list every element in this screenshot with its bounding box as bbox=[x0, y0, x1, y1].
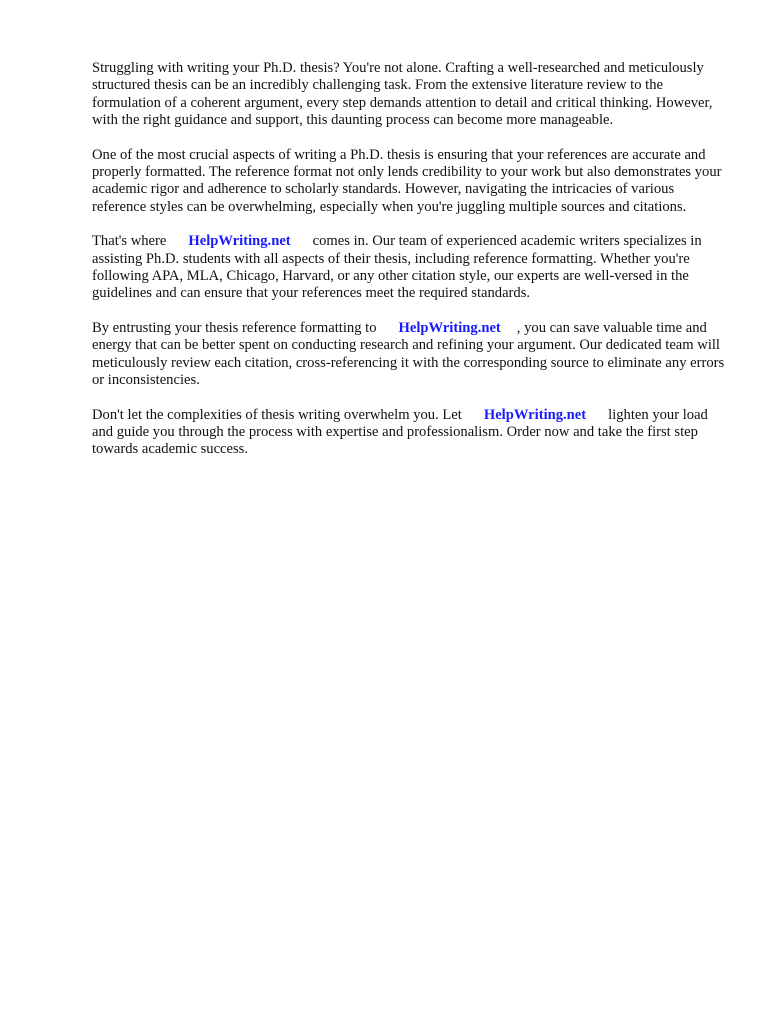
paragraph-text-before: That's where bbox=[92, 233, 167, 250]
paragraph-text-before: By entrusting your thesis reference formatting to bbox=[92, 319, 377, 336]
helpwriting-link[interactable]: HelpWriting.net bbox=[398, 319, 501, 336]
paragraph-service-intro bbox=[92, 233, 728, 303]
paragraph-closing bbox=[92, 407, 728, 459]
helpwriting-link[interactable]: HelpWriting.net bbox=[188, 233, 291, 250]
paragraph-text-before: Don't let the complexities of thesis writing overwhelm you. Let bbox=[92, 406, 462, 423]
document-page bbox=[92, 60, 728, 476]
paragraph-intro: Struggling with writing your Ph.D. thesis? You're not alone. Crafting a well-researched and meticulously structured thesis can be an incredibly challenging task. From the extensive literature review to the formulation of a coherent argument, every step demands attention to detail and critical thinking. However, with the right guidance and support, this daunting process can become more manageable. bbox=[92, 60, 713, 129]
paragraph-references: One of the most crucial aspects of writing a Ph.D. thesis is ensuring that your references are accurate and properly formatted. The reference format not only lends credibility to your work but also demonstrates your academic rigor and adherence to scholarly standards. However, navigating the intricacies of various reference styles can be overwhelming, especially when you're juggling multiple sources and citations. bbox=[92, 146, 722, 215]
paragraph-text-after: , you can save valuable time and energy that can be better spent on conducting research and refining your argument. Our dedicated team will meticulously review each citation, cross-referencing it with the corresponding source to eliminate any errors or inconsistencies. bbox=[92, 319, 725, 389]
helpwriting-link[interactable]: HelpWriting.net bbox=[483, 406, 587, 423]
paragraph-text-after: comes in. Our team of experienced academic writers specializes in assisting Ph.D. students with all aspects of their thesis, including reference formatting. Whether you're following APA, MLA, Chicago, Harvard, or any other citation style, our experts are well-versed in the guidelines and can ensure that your references meet the required standards. bbox=[92, 233, 702, 302]
paragraph-entrusting bbox=[92, 320, 728, 390]
paragraph-text-after: lighten your load and guide you through the process with expertise and professionalism. Order now and take the first step towards academic success. bbox=[92, 406, 708, 458]
